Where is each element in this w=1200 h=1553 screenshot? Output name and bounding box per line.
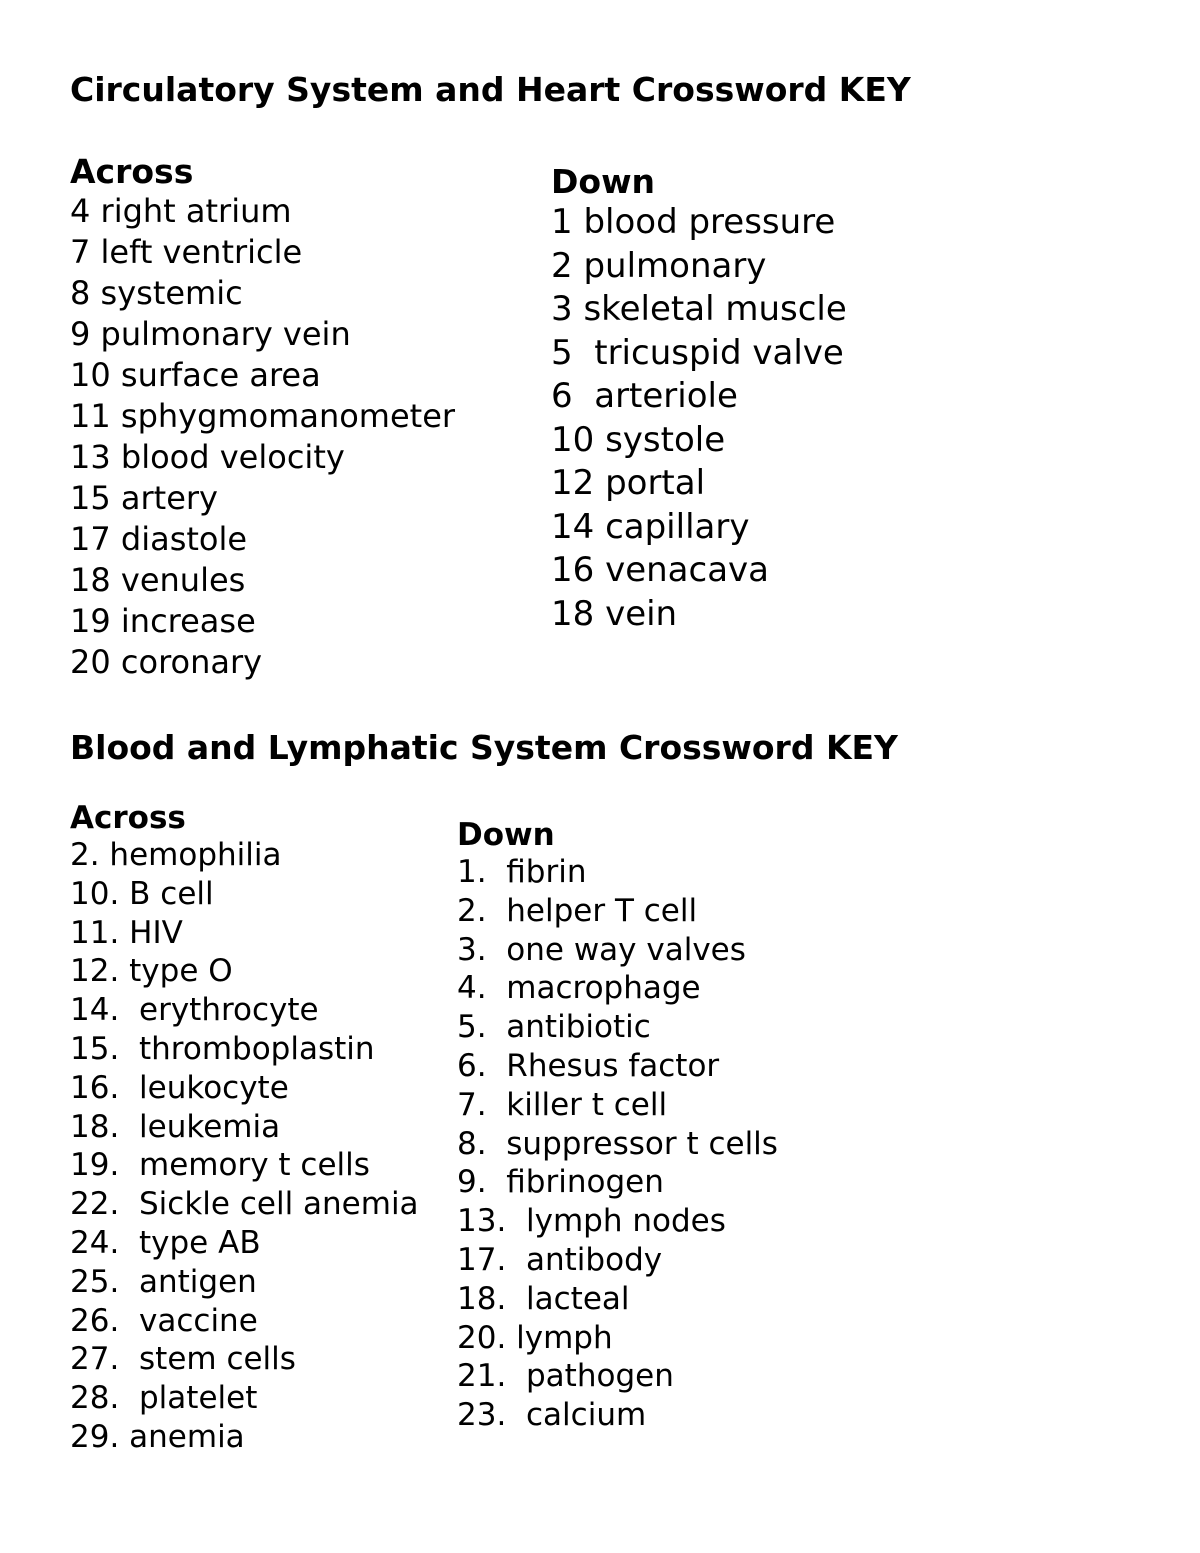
answer-item: 14 capillary: [551, 506, 750, 547]
down-column-blood-lymphatic: [457, 817, 778, 1435]
across-column-circulatory: [70, 152, 455, 683]
answer-item: 5. antibiotic: [457, 1009, 651, 1046]
answer-item: 18. leukemia: [70, 1108, 281, 1145]
answer-item: 17. antibody: [457, 1241, 663, 1278]
answer-item: 14. erythrocyte: [70, 992, 319, 1029]
answer-item: 3 skeletal muscle: [551, 289, 847, 329]
answer-item: 8 systemic: [70, 274, 243, 312]
answer-item: 2. hemophilia: [70, 837, 282, 873]
across-heading: Across: [70, 152, 194, 191]
answer-item: 21. pathogen: [457, 1358, 674, 1395]
section-title-circulatory: Circulatory System and Heart Crossword KEY: [70, 70, 911, 109]
answer-item: 19 increase: [70, 602, 256, 640]
answer-item: 28. platelet: [70, 1380, 258, 1417]
answer-item: 5 tricuspid valve: [551, 332, 844, 373]
down-list: [551, 201, 847, 636]
answer-item: 20. lymph: [457, 1319, 613, 1356]
answer-item: 10 systole: [551, 419, 726, 460]
answer-item: 26. vaccine: [70, 1302, 258, 1339]
answer-item: 16 venacava: [551, 550, 769, 590]
answer-item: 9. fibrinogen: [457, 1164, 664, 1201]
across-column-blood-lymphatic: [70, 800, 419, 1457]
answer-item: 10 surface area: [70, 356, 321, 394]
answer-item: 25. antigen: [70, 1263, 257, 1300]
answer-item: 3. one way valves: [457, 931, 746, 968]
down-list: [457, 853, 778, 1435]
answer-item: 6 arteriole: [551, 376, 738, 416]
answer-item: 29. anemia: [70, 1418, 245, 1455]
across-heading: Across: [70, 800, 186, 836]
answer-item: 4. macrophage: [457, 970, 701, 1007]
answer-item: 6. Rhesus factor: [457, 1047, 720, 1084]
answer-item: 8. suppressor t cells: [457, 1125, 778, 1162]
answer-item: 12 portal: [551, 463, 706, 503]
answer-item: 19. memory t cells: [70, 1147, 370, 1184]
answer-item: 2 pulmonary: [551, 245, 767, 286]
answer-item: 7 left ventricle: [70, 233, 303, 271]
answer-item: 1. fibrin: [457, 854, 587, 890]
answer-item: 15 artery: [70, 479, 218, 517]
answer-item: 10. B cell: [70, 875, 214, 912]
answer-item: 20 coronary: [70, 643, 263, 681]
answer-item: 9 pulmonary vein: [70, 315, 351, 353]
answer-item: 1 blood pressure: [551, 202, 836, 242]
across-list: [70, 836, 419, 1457]
answer-item: 18 venules: [70, 561, 246, 599]
answer-item: 7. killer t cell: [457, 1086, 668, 1123]
answer-item: 13 blood velocity: [70, 438, 345, 476]
answer-item: 2. helper T cell: [457, 892, 698, 929]
answer-item: 12. type O: [70, 953, 233, 990]
down-heading: Down: [551, 162, 656, 201]
answer-item: 16. leukocyte: [70, 1069, 289, 1106]
answer-item: 11 sphygmomanometer: [70, 397, 456, 435]
section-title-blood-lymphatic: Blood and Lymphatic System Crossword KEY: [70, 728, 898, 767]
answer-item: 17 diastole: [70, 520, 248, 558]
answer-item: 13. lymph nodes: [457, 1203, 726, 1240]
across-list: [70, 191, 455, 683]
answer-item: 15. thromboplastin: [70, 1030, 375, 1067]
answer-item: 11. HIV: [70, 914, 183, 951]
answer-item: 24. type AB: [70, 1224, 261, 1261]
down-heading: Down: [457, 817, 555, 853]
answer-item: 27. stem cells: [70, 1341, 296, 1378]
answer-item: 4 right atrium: [70, 192, 292, 230]
answer-item: 18 vein: [551, 593, 678, 634]
down-column-circulatory: [551, 162, 847, 636]
answer-item: 22. Sickle cell anemia: [70, 1186, 419, 1223]
answer-item: 23. calcium: [457, 1397, 647, 1434]
answer-item: 18. lacteal: [457, 1280, 630, 1317]
